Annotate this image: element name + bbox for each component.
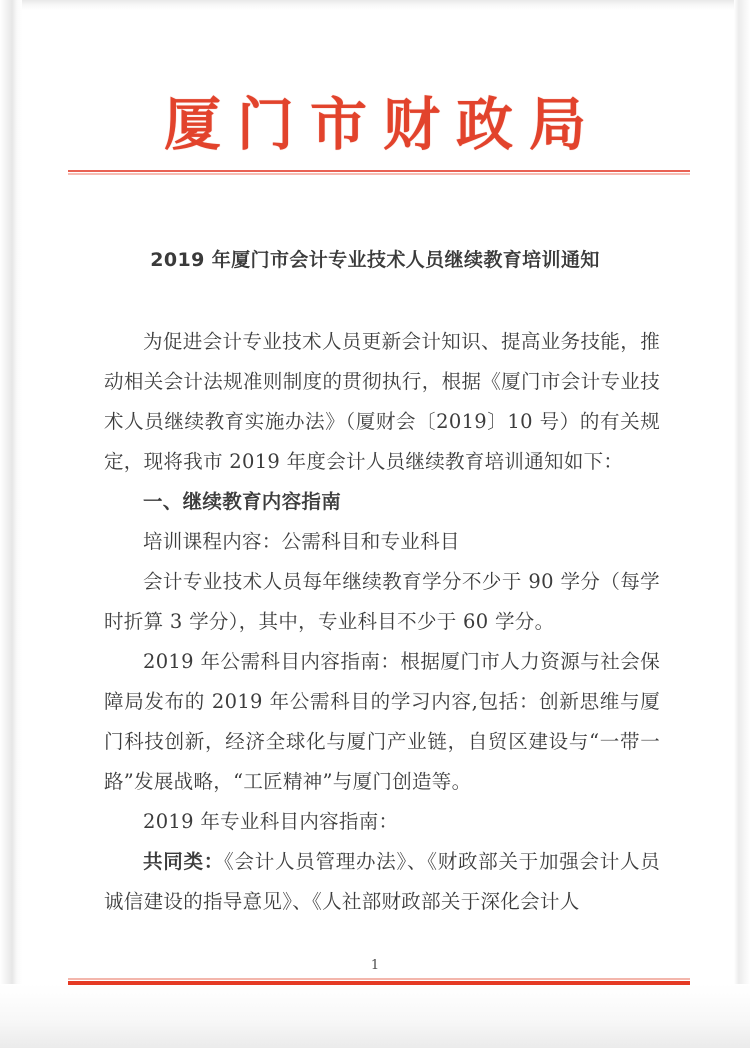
paragraph-section-1-heading: 一、继续教育内容指南 xyxy=(143,490,342,513)
letterhead-divider-rule xyxy=(68,170,690,175)
footer-divider-rule xyxy=(68,978,690,986)
document-title: 2019 年厦门市会计专业技术人员继续教育培训通知 xyxy=(150,249,600,271)
common-category-text: 《会计人员管理办法》、《财政部关于加强会计人员诚信建设的指导意见》、《人社部财政部关于深化会计人 xyxy=(104,850,660,913)
letterhead-divider-bar-secondary xyxy=(68,173,690,175)
common-category-label: 共同类： xyxy=(143,850,224,873)
letterhead-organization-name: 厦门市财政局 xyxy=(164,91,602,158)
letterhead-divider-bar-primary xyxy=(68,170,690,172)
letterhead xyxy=(0,91,750,158)
paragraph-professional-subjects: 2019 年专业科目内容指南： xyxy=(143,810,399,833)
footer-divider-bar-primary xyxy=(68,981,690,985)
footer-divider-bar-secondary xyxy=(68,978,690,980)
paragraph-credits: 会计专业技术人员每年继续教育学分不少于 90 学分（每学时折算 3 学分），其中，专业科目不少于 60 学分。 xyxy=(104,570,660,633)
paragraph-intro: 为促进会计专业技术人员更新会计知识、提高业务技能，推动相关会计法规准则制度的贯彻执行，根据《厦门市会计专业技术人员继续教育实施办法》（厦财会〔2019〕10 号）的有关规定，现将我市 2019 年度会计人员继续教育培训通知如下： xyxy=(104,330,660,473)
document-body xyxy=(104,322,660,922)
scan-edge-top xyxy=(0,0,750,10)
scan-edge-left xyxy=(0,0,22,1048)
paragraph-common-category xyxy=(104,842,660,922)
paragraph-course-content: 培训课程内容：公需科目和专业科目 xyxy=(143,530,460,553)
page-number: 1 xyxy=(370,958,380,973)
paragraph-public-subjects: 2019 年公需科目内容指南：根据厦门市人力资源与社会保障局发布的 2019 年公需科目的学习内容,包括：创新思维与厦门科技创新，经济全球化与厦门产业链，自贸区建设与“一带一路”发展战略，“工匠精神”与厦门创造等。 xyxy=(104,650,660,793)
scan-edge-right xyxy=(734,0,750,1048)
scan-edge-bottom xyxy=(0,984,750,1048)
